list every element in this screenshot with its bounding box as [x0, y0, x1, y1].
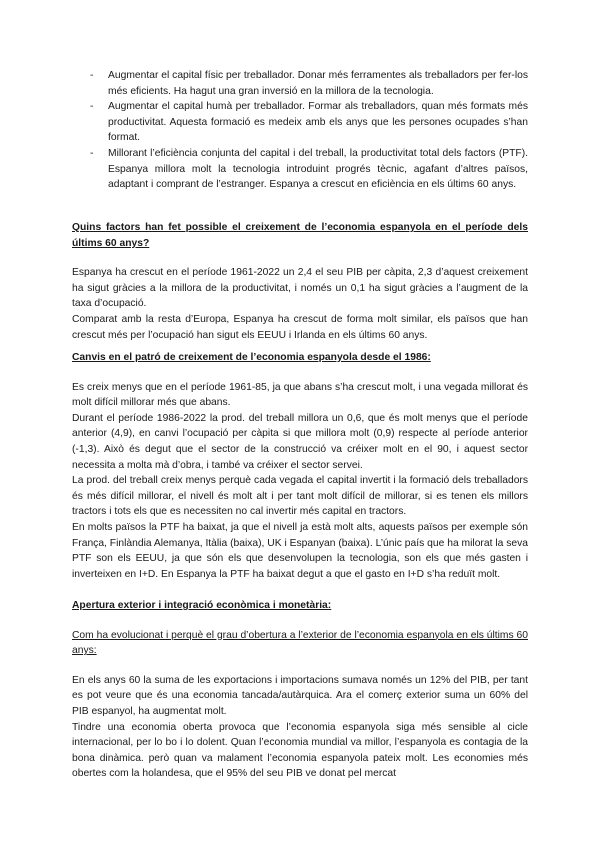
paragraph: Espanya ha crescut en el període 1961-2022 un 2,4 el seu PIB per càpita, 2,3 d’aquest creixement ha sigut gràcies a la millora de la productivitat, i només un 0,1 ha sigut gràcies a l’augment de la taxa d’ocupació.: [72, 267, 528, 310]
bullet-list: [90, 68, 528, 193]
paragraph: La prod. del treball creix menys perquè cada vegada el capital invertit i la formació dels treballadors és més difícil millorar, el nivell és molt alt i per tant molt difícil de millorar, si es tenen els millors tractors i tots els que es necessiten no cal invertir més capital en tractors.: [72, 475, 528, 518]
bullet-item: - Augmentar el capital físic per treballador. Donar més ferramentes als treballadors per fer-los més eficients. Ha hagut una gran inversió en la millora de la tecnologia.: [90, 68, 528, 99]
section-openness: [72, 598, 528, 782]
paragraph: Durant el període 1986-2022 la prod. del treball millora un 0,6, que és molt menys que el període anterior (4,9), en canvi l’ocupació per càpita si que millora molt (0,9) respecte al període anterior (-1,3). Això és degut que el sector de la construcció va créixer molt en el 90, i aquest sector necessita a molta mà d’obra, i també va créixer el sector servei.: [72, 412, 528, 471]
bullet-item: - Millorant l’eficiència conjunta del capital i del treball, la productivitat total dels factors (PTF). Espanya millora molt la tecnologia introduint progrés tècnic, agafant d’altres països, adaptant i comprant de l’estranger. Espanya a crescut en eficiència en els últims 60 anys.: [90, 146, 528, 193]
paragraph: Tindre una economia oberta provoca que l’economia espanyola siga més sensible al cicle internacional, per lo bo i lo dolent. Quan l’economia mundial va millor, l’espanyola es contagia de la bona dinàmica. però quan va malament l’economia espanyola pateix molt. Les economies més obertes com la holandesa, que el 95% del seu PIB ve donat pel mercat: [72, 721, 528, 780]
section-growth-pattern: [72, 350, 528, 582]
section-heading: Apertura exterior i integració econòmica i monetària:: [72, 600, 332, 611]
bullet-item: - Augmentar el capital humà per treballador. Formar als treballadors, quan més formats més productivitat. Aquesta formació es medeix amb els anys que les persones ocupades s’han format.: [90, 99, 528, 146]
paragraph: Comparat amb la resta d’Europa, Espanya ha crescut de forma molt similar, els països que han crescut més per l’ocupació han sigut els EEUU i Irlanda en els últims 60 anys.: [72, 313, 528, 341]
paragraph: Es creix menys que en el període 1961-85, ja que abans s’ha crescut molt, i una vegada millorat és molt difícil millorar més que abans.: [72, 381, 528, 409]
section-subheading: Com ha evolucionat i perquè el grau d’obertura a l’exterior de l’economia espanyola en els últims 60 anys:: [72, 629, 528, 657]
paragraph: En els anys 60 la suma de les exportacions i importacions sumava només un 12% del PIB, per tant es pot veure que és una economia tancada/autàrquica. Ara el comerç exterior suma un 60% del PIB espanyol, ha augmentat molt.: [72, 674, 528, 717]
section-heading: Quins factors han fet possible el creixement de l’economia espanyola en el període dels últims 60 anys?: [72, 222, 528, 249]
section-factors: [72, 220, 528, 343]
section-heading: Canvis en el patró de creixement de l’economia espanyola desde el 1986:: [72, 352, 431, 363]
paragraph: En molts països la PTF ha baixat, ja que el nivell ja està molt alts, aquests països per exemple són França, Finlàndia Alemanya, Itàlia (baixa), UK i Espanyan (baixa). L’únic país que ha milorat la seva PTF son els EEUU, ja que són els que desenvolupen la tecnologia, son els que més gasten i inverteixen en I+D. En Espanya la PTF ha baixat degut a que el gasto en I+D s’ha reduït molt.: [72, 521, 528, 580]
